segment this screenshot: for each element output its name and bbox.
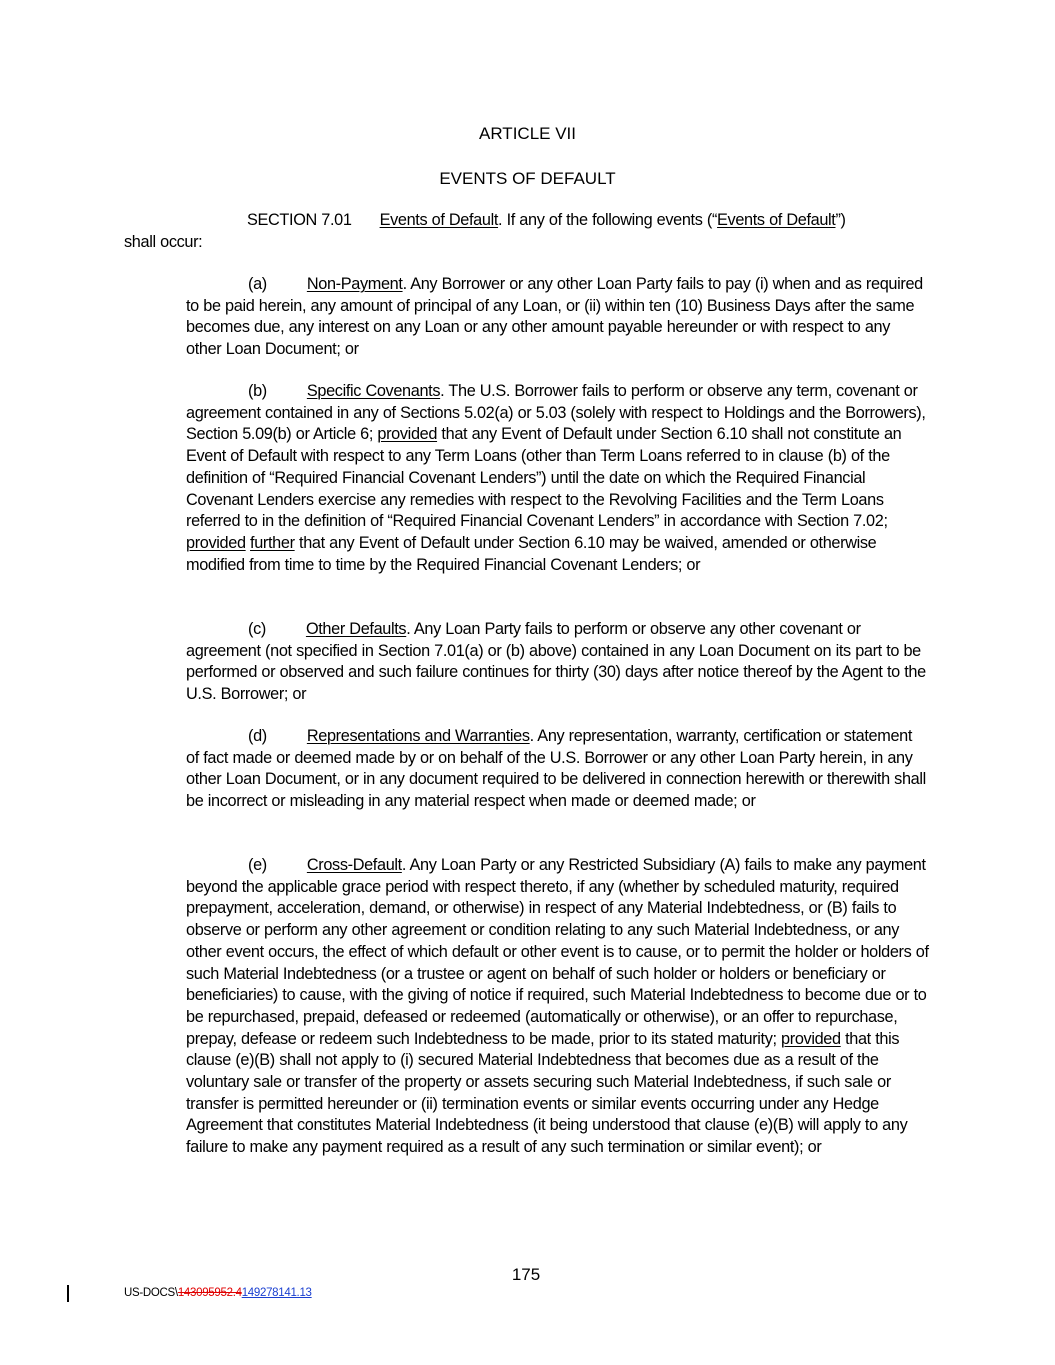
clause-text: . Any Loan Party or any Restricted Subsidiary (A) fails to make any payment beyond the applicable grace period with respect thereto, if any (whether by scheduled maturity, required prepayment, acceleration, demand, or otherwise) in respect of any Material Indebtedness, or (B) fails to observe or perform any other agreement or condition relating to any such Material Indebtedness, or any other event occurs, the effect of which default or other event is to cause, or to permit the holder or holders of such Material Indebtedness (or a trustee or agent on behalf of such holder or holders or beneficiary or beneficiaries) to cause, with the giving of notice if required, such Material Indebtedness to become due or to be repurchased, prepaid, defeased or redeemed (automatically or otherwise), or an offer to repurchase, prepay, defease or redeem such Indebtedness to be made, prior to its stated maturity;	[186, 856, 929, 1048]
inserted-document-id: 149278141.13	[241, 1287, 312, 1299]
clause-d	[186, 726, 929, 813]
clause-title: Non-Payment	[306, 275, 403, 293]
proviso-term: provided	[377, 425, 438, 444]
page-number: 175	[511, 1265, 541, 1284]
clause-label: (e)	[248, 856, 267, 874]
clause-text: that this clause (e)(B) shall not apply to (i) secured Material Indebtedness that becomes due as a result of the voluntary sale or transfer of the property or assets securing such Material Indebtedness, if such sale or transfer is permitted hereunder or (ii) termination events or similar events occurring under any Hedge Agreement that constitutes Material Indebtedness (it being understood that clause (e)(B) will apply to any failure to make any payment required as a result of any such termination or similar event); or	[186, 1029, 908, 1157]
clause-title: Specific Covenants	[306, 382, 441, 400]
clause-label: (d)	[248, 727, 267, 745]
clause-label: (c)	[248, 620, 266, 638]
article-subheading: EVENTS OF DEFAULT	[439, 169, 616, 188]
section-intro-post: ”) shall occur:	[124, 211, 846, 251]
clause-title: Representations and Warranties	[306, 727, 530, 745]
clause-e	[186, 855, 929, 1159]
section-number: SECTION 7.01	[247, 211, 352, 229]
article-heading: ARTICLE VII	[479, 124, 576, 143]
clause-text: that any Event of Default under Section 6.10 may be waived, amended or otherwise modified from time to time by the Required Financial Covenant Lenders; or	[186, 533, 877, 574]
proviso-term: provided	[781, 1029, 841, 1048]
clause-text: . Any Loan Party fails to perform or observe any other covenant or agreement (not specified in Section 7.01(a) or (b) above) contained in any Loan Document on its part to be performed or observed and such failure continues for thirty (30) days after notice thereof by the Agent to the U.S. Borrower; or	[186, 620, 926, 704]
clause-title: Other Defaults	[305, 620, 407, 638]
deleted-document-id: 143095952.4	[177, 1287, 242, 1299]
clause-label: (a)	[248, 275, 267, 293]
clause-label: (b)	[248, 382, 267, 400]
defined-term-events-of-default: Events of Default	[717, 211, 836, 229]
section-title: Events of Default	[379, 211, 499, 229]
clause-a	[186, 274, 929, 361]
document-id-prefix: US-DOCS\	[124, 1287, 178, 1299]
document-id	[124, 1287, 312, 1299]
section-intro-text: . If any of the following events (“	[498, 211, 718, 229]
proviso-term-further: further	[250, 533, 295, 552]
proviso-term: provided	[186, 533, 246, 552]
clause-title: Cross-Default	[306, 856, 402, 874]
clause-text: that any Event of Default under Section 6.10 shall not constitute an Event of Default with respect to any Term Loans (other than Term Loans referred to in clause (b) of the definition of “Required Financial Covenant Lenders”) until the date on which the Required Financial Covenant Lenders exercise any remedies with respect to the Revolving Facilities and the Term Loans referred to in the definition of “Required Financial Covenant Lenders” in accordance with Section 7.02;	[186, 425, 902, 531]
clause-b	[186, 381, 934, 576]
revision-change-bar	[67, 1285, 69, 1302]
clause-text: . Any representation, warranty, certification or statement of fact made or deemed made by or on behalf of the U.S. Borrower or any other Loan Party herein, in any other Loan Document, or in any document required to be delivered in connection herewith or therewith shall be incorrect or misleading in any material respect when made or deemed made; or	[186, 727, 926, 811]
clause-text: . Any Borrower or any other Loan Party fails to pay (i) when and as required to be paid herein, any amount of principal of any Loan, or (ii) within ten (10) Business Days after the same becomes due, any interest on any Loan or any other amount payable hereunder or with respect to any other Loan Document; or	[186, 275, 923, 359]
section-intro	[124, 210, 869, 253]
clause-c	[186, 619, 929, 706]
clause-text: . The U.S. Borrower fails to perform or observe any term, covenant or agreement contained in any of Sections 5.02(a) or 5.03 (solely with respect to Holdings and the Borrowers), Section 5.09(b) or Article 6;	[186, 382, 926, 444]
